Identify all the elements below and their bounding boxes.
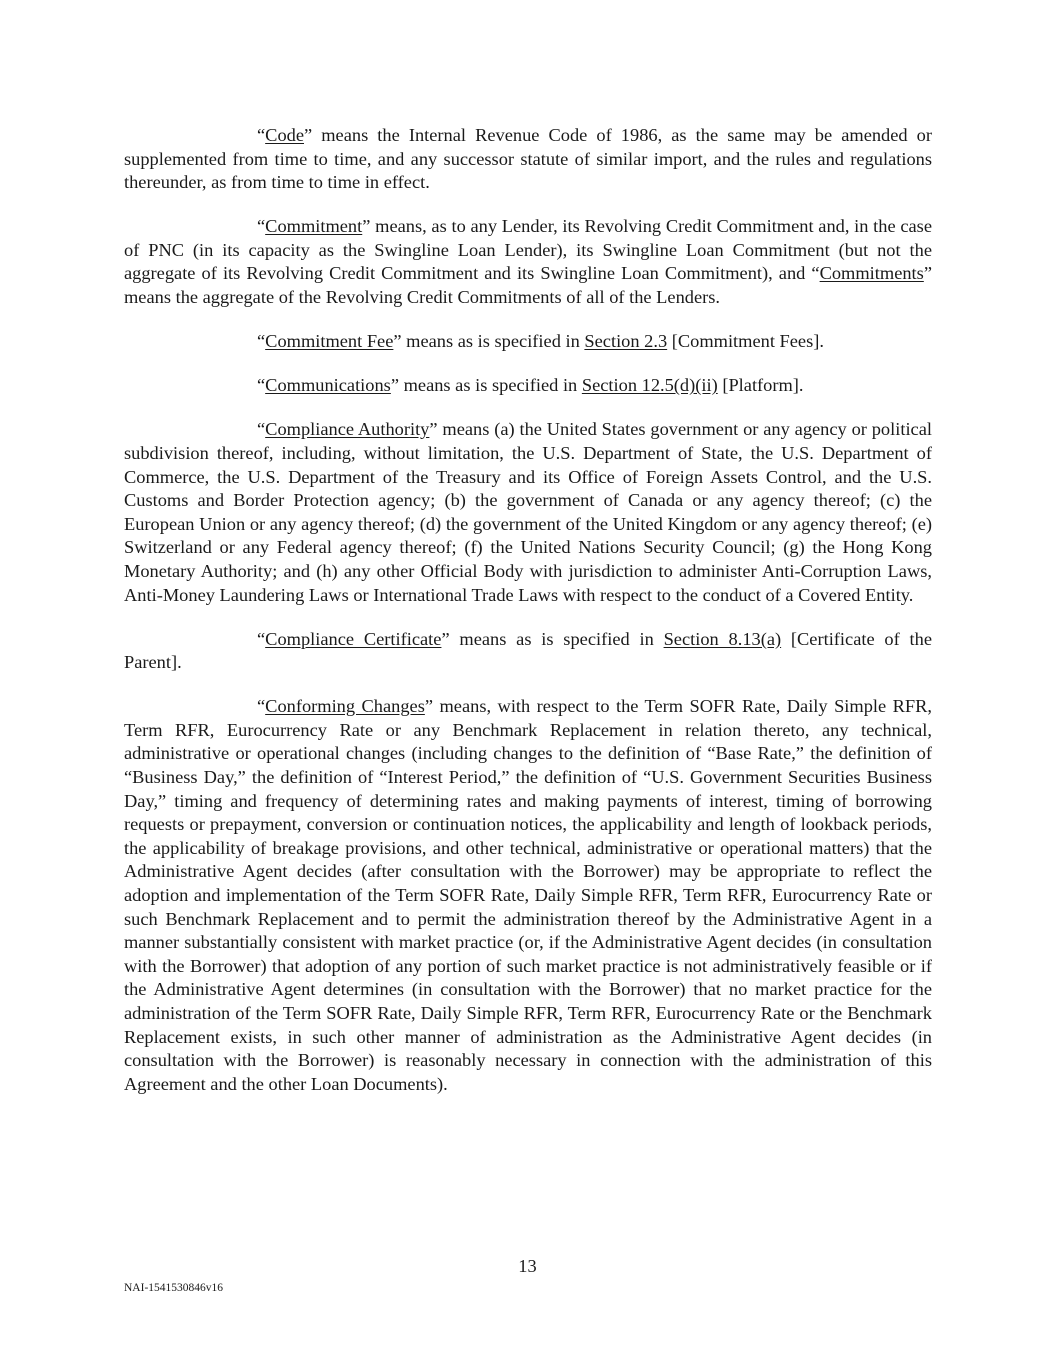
defined-term: Communications xyxy=(265,375,391,396)
definition-text: ” means as is specified in xyxy=(441,628,664,649)
definition-text: ” means the aggregate of the Revolving Credit Commitments of all of the Lenders. xyxy=(124,263,932,308)
defined-term: Commitment xyxy=(265,216,363,237)
defined-term: Code xyxy=(265,125,304,145)
definition-communications: “Communications” means as is specified in Section 12.5(d)(ii) [Platform]. xyxy=(257,375,804,396)
defined-term: Commitment Fee xyxy=(265,331,394,352)
page-number: 13 xyxy=(518,1256,537,1276)
section-reference: Section 8.13(a) xyxy=(663,628,782,649)
definition-compliance-certificate: “Compliance Certificate” means as is specified in Section 8.13(a) [Certificate of the Parent]. xyxy=(124,628,932,673)
defined-term: Compliance Authority xyxy=(265,419,430,440)
document-body xyxy=(124,124,932,1117)
definition-text: [Platform]. xyxy=(717,375,804,396)
document-id: NAI-1541530846v16 xyxy=(124,1282,224,1294)
section-reference: Section 2.3 xyxy=(584,331,668,352)
definition-text: ” means as is specified in xyxy=(390,375,582,396)
definition-text: means, with respect to the Term SOFR Rate, Daily Simple RFR, Term RFR, Eurocurrency Rate or any Benchmark Replacement in relation thereto, any technical, administrative or operational changes (including changes to the definition of “Base Rate,” the definition of “Business Day,” the definition of “Interest Period,” the definition of “U.S. Government Securities Business Day,” timing and frequency of determining rates and making payments of interest, timing of borrowing requests or prepayment, conversion or continuation notices, the applicability and length of lookback periods, the applicability of breakage provisions, and other technical, administrative or operational matters) that the Administrative Agent decides (after consultation with the Borrower) may be appropriate to reflect the adoption and implementation of the Term SOFR Rate, Daily Simple RFR, Term RFR, Eurocurrency Rate or such Benchmark Replacement and to permit the administration thereof by the Administrative Agent in a manner substantially consistent with market practice (or, if the Administrative Agent decides (in consultation with the Borrower) that adoption of any portion of such market practice is not administratively feasible or if the Administrative Agent determines (in consultation with the Borrower) that no market practice for the administration of the Term SOFR Rate, Daily Simple RFR, Term RFR, Eurocurrency Rate or the Benchmark Replacement exists, in such other manner of administration as the Administrative Agent decides (in consultation with the Borrower) is reasonably necessary in connection with the administration of this Agreement and the other Loan Documents). xyxy=(124,696,932,1094)
definition-text: means the Internal Revenue Code of 1986, as the same may be amended or supplemented from time to time, and any successor statute of similar import, and the rules and regulations thereunder, as from time to time in effect. xyxy=(124,125,932,193)
defined-term: Conforming Changes xyxy=(265,696,425,717)
definition-text: [Certificate of the Parent]. xyxy=(124,628,932,673)
definition-text: means (a) the United States government or any agency or political subdivision thereof, including, without limitation, the U.S. Department of State, the U.S. Department of Commerce, the U.S. Department of the Treasury and its Office of Foreign Assets Control, and the U.S. Customs and Border Protection agency; (b) the government of Canada or any agency thereof; (c) the European Union or any agency thereof; (d) the government of the United Kingdom or any agency thereof; (e) Switzerland or any Federal agency thereof; (f) the United Nations Security Council; (g) the Hong Kong Monetary Authority; and (h) any other Official Body with jurisdiction to administer Anti-Corruption Laws, Anti-Money Laundering Laws or International Trade Laws with respect to the conduct of a Covered Entity. xyxy=(124,419,932,605)
section-reference: Section 12.5(d)(ii) xyxy=(581,375,718,396)
definition-commitment: “Commitment” means, as to any Lender, its Revolving Credit Commitment and, in the case of PNC (in its capacity as the Swingline Loan Lender), its Swingline Loan Commitment (but not the aggregate of its Revolving Credit Commitment and its Swingline Loan Commitment), and “Commitments” means the aggregate of the Revolving Credit Commitments of all of the Lenders. xyxy=(124,216,932,308)
definition-text: ” means as is specified in xyxy=(393,331,585,352)
definition-code: “Code” means the Internal Revenue Code of 1986, as the same may be amended or supplemented from time to time, and any successor statute of similar import, and the rules and regulations thereunder, as from time to time in effect. xyxy=(124,125,932,193)
definition-text: [Commitment Fees]. xyxy=(667,331,824,352)
defined-term: Compliance Certificate xyxy=(265,628,442,649)
definition-conforming-changes: “Conforming Changes” means, with respect to the Term SOFR Rate, Daily Simple RFR, Term RFR, Eurocurrency Rate or any Benchmark Replacement in relation thereto, any technical, administrative or operational changes (including changes to the definition of “Base Rate,” the definition of “Business Day,” the definition of “Interest Period,” the definition of “U.S. Government Securities Business Day,” timing and frequency of determining rates and making payments of interest, timing of borrowing requests or prepayment, conversion or continuation notices, the applicability and length of lookback periods, the applicability of breakage provisions, and other technical, administrative or operational matters) that the Administrative Agent decides (after consultation with the Borrower) may be appropriate to reflect the adoption and implementation of the Term SOFR Rate, Daily Simple RFR, Term RFR, Eurocurrency Rate or such Benchmark Replacement and to permit the administration thereof by the Administrative Agent in a manner substantially consistent with market practice (or, if the Administrative Agent decides (in consultation with the Borrower) that adoption of any portion of such market practice is not administratively feasible or if the Administrative Agent determines (in consultation with the Borrower) that no market practice for the administration of the Term SOFR Rate, Daily Simple RFR, Term RFR, Eurocurrency Rate or the Benchmark Replacement exists, in such other manner of administration as the Administrative Agent decides (in consultation with the Borrower) is reasonably necessary in connection with the administration of this Agreement and the other Loan Documents). xyxy=(124,696,932,1094)
definition-commitment-fee: “Commitment Fee” means as is specified in Section 2.3 [Commitment Fees]. xyxy=(257,331,824,352)
definition-compliance-authority: “Compliance Authority” means (a) the United States government or any agency or political subdivision thereof, including, without limitation, the U.S. Department of State, the U.S. Department of Commerce, the U.S. Department of the Treasury and its Office of Foreign Assets Control, and the U.S. Customs and Border Protection agency; (b) the government of Canada or any agency thereof; (c) the European Union or any agency thereof; (d) the government of the United Kingdom or any agency thereof; (e) Switzerland or any Federal agency thereof; (f) the United Nations Security Council; (g) the Hong Kong Monetary Authority; and (h) any other Official Body with jurisdiction to administer Anti-Corruption Laws, Anti-Money Laundering Laws or International Trade Laws with respect to the conduct of a Covered Entity. xyxy=(124,419,932,605)
definition-text: means, as to any Lender, its Revolving Credit Commitment and, in the case of PNC (in its capacity as the Swingline Loan Lender), its Swingline Loan Commitment (but not the aggregate of its Revolving Credit Commitment and its Swingline Loan Commitment), and “ xyxy=(124,216,932,284)
defined-term: Commitments xyxy=(819,263,924,284)
